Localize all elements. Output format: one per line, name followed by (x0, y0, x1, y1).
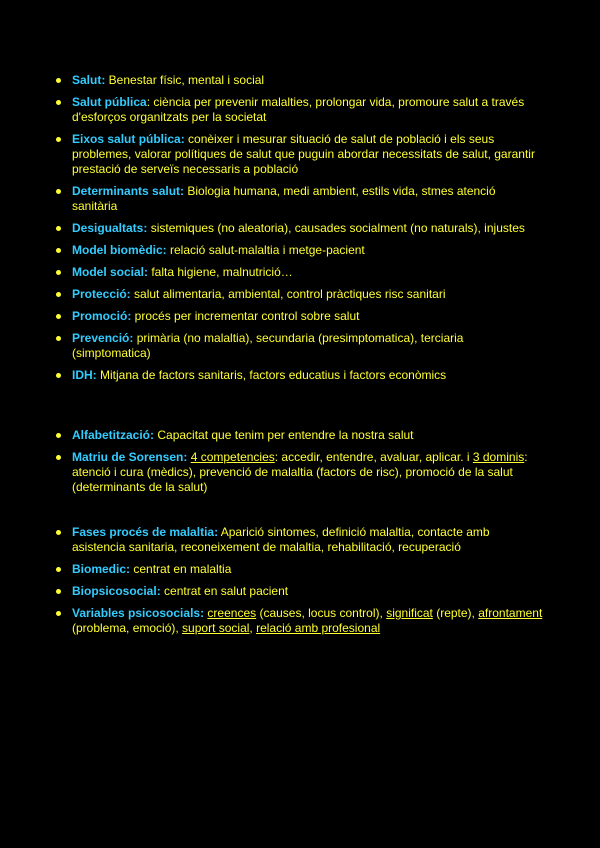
term-description: , (249, 621, 257, 635)
bullet-icon (56, 137, 61, 142)
bullet-icon (56, 589, 61, 594)
list-item (54, 287, 544, 302)
list-item (54, 584, 544, 599)
term-description: Capacitat que tenim per entendre la nostra salut (154, 428, 414, 442)
term-description: (causes, locus control), (256, 606, 387, 620)
term-label: Alfabetització: (72, 428, 155, 442)
definitions-list-3 (54, 525, 544, 643)
list-item (54, 243, 544, 258)
significat-underlined: significat (386, 606, 433, 620)
term-description: centrat en malaltia (130, 562, 232, 576)
suport-social-underlined: suport social (182, 621, 250, 635)
list-item (54, 525, 544, 555)
bullet-icon (56, 611, 61, 616)
term-description: salut alimentaria, ambiental, control pràctiques risc sanitari (130, 287, 446, 301)
bullet-icon (56, 314, 61, 319)
term-label: Matriu de Sorensen: (72, 450, 188, 464)
term-label: Salut: (72, 73, 106, 87)
term-label: Model social: (72, 265, 149, 279)
term-description: procés per incrementar control sobre salut (131, 309, 360, 323)
list-item (54, 132, 544, 177)
list-item (54, 562, 544, 577)
list-item (54, 450, 544, 495)
bullet-icon (56, 270, 61, 275)
term-label: Determinants salut: (72, 184, 185, 198)
list-item (54, 368, 544, 383)
list-item (54, 309, 544, 324)
list-item (54, 221, 544, 236)
term-label: Desigualtats: (72, 221, 148, 235)
competencies-underlined: 4 competencies (190, 450, 275, 464)
bullet-icon (56, 78, 61, 83)
bullet-icon (56, 530, 61, 535)
term-description: primària (no malaltia), secundaria (presimptomatica), terciaria (simptomatica) (72, 331, 464, 360)
dominis-underlined: 3 dominis (472, 450, 525, 464)
term-label: Variables psicosocials: (72, 606, 205, 620)
list-item (54, 265, 544, 280)
bullet-icon (56, 455, 61, 460)
bullet-icon (56, 189, 61, 194)
term-label: Prevenció: (72, 331, 134, 345)
term-label: Biomedic: (72, 562, 131, 576)
bullet-icon (56, 226, 61, 231)
term-description: relació salut-malaltia i metge-pacient (166, 243, 365, 257)
term-description: Aparició sintomes, definició malaltia, contacte amb asistencia sanitaria, reconeixement de malaltia, rehabilitació, recuperació (72, 525, 490, 554)
term-description: Mitjana de factors sanitaris, factors educatius i factors econòmics (96, 368, 447, 382)
term-description: : atenció i cura (mèdics), prevenció de malaltia (factors de risc), promoció de la salut (determinants de la salut) (72, 450, 528, 494)
term-label: Fases procés de malaltia: (72, 525, 219, 539)
term-description: : ciència per prevenir malalties, prolongar vida, promoure salut a través d'esforços organitzats per la societat (72, 95, 525, 124)
term-description: : accedir, entendre, avaluar, aplicar. i (274, 450, 473, 464)
list-item (54, 73, 544, 88)
term-description: conèixer i mesurar situació de salut de població i els seus problemes, valorar polítiques de salut que puguin abordar necessitats de salut, garantir prestació de serveïs necessaris a població (72, 132, 535, 176)
list-item (54, 606, 544, 636)
term-label: Promoció: (72, 309, 132, 323)
term-description: sistemiques (no aleatoria), causades socialment (no naturals), injustes (147, 221, 525, 235)
list-item (54, 95, 544, 125)
bullet-icon (56, 248, 61, 253)
term-description: Benestar físic, mental i social (105, 73, 265, 87)
bullet-icon (56, 100, 61, 105)
list-item (54, 184, 544, 214)
term-label: Salut pública (72, 95, 147, 109)
list-item (54, 428, 544, 443)
bullet-icon (56, 292, 61, 297)
term-label: Biopsicosocial: (72, 584, 161, 598)
term-description: Biologia humana, medi ambient, estils vida, stmes atenció sanitària (72, 184, 496, 213)
bullet-icon (56, 336, 61, 341)
list-item (54, 331, 544, 361)
relacio-profesional-underlined: relació amb profesional (256, 621, 381, 635)
term-description: centrat en salut pacient (160, 584, 289, 598)
term-description: falta higiene, malnutrició… (148, 265, 293, 279)
term-description: (problema, emoció), (72, 621, 183, 635)
definitions-list-2 (54, 428, 544, 502)
term-label: Eixos salut pública: (72, 132, 185, 146)
term-label: Protecció: (72, 287, 131, 301)
afrontament-underlined: afrontament (478, 606, 543, 620)
creences-underlined: creences (207, 606, 257, 620)
term-description: (repte), (432, 606, 479, 620)
bullet-icon (56, 373, 61, 378)
term-label: IDH: (72, 368, 97, 382)
bullet-icon (56, 433, 61, 438)
bullet-icon (56, 567, 61, 572)
term-label: Model biomèdic: (72, 243, 167, 257)
definitions-list-1 (54, 73, 544, 390)
